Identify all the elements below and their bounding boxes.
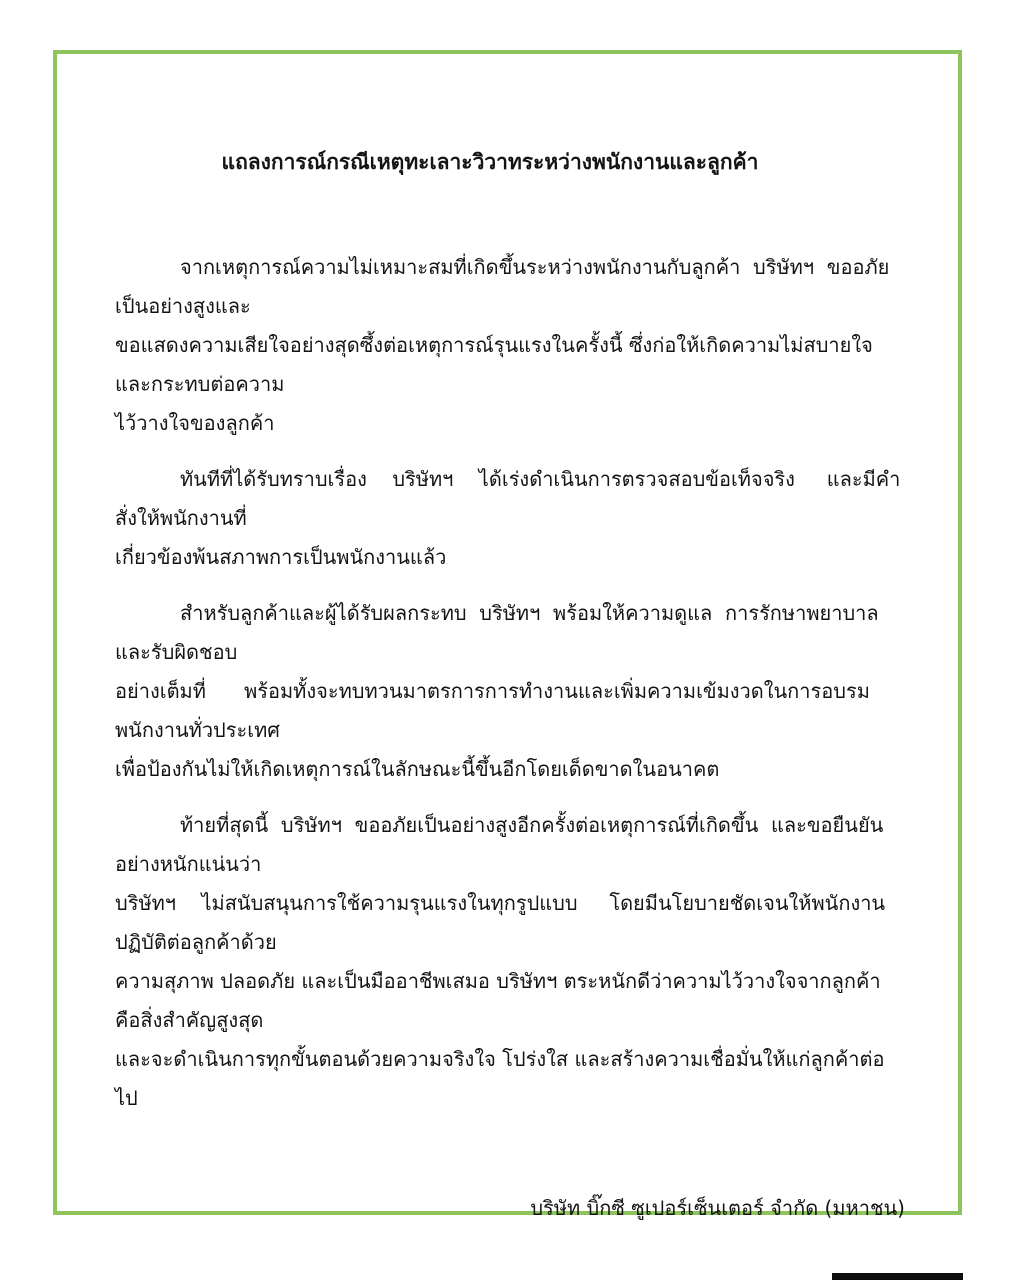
statement-content xyxy=(115,148,905,1223)
text-line: จากเหตุการณ์ความไม่เหมาะสมที่เกิดขึ้นระหว่างพนักงานกับลูกค้า บริษัทฯ ขออภัยเป็นอย่างสูงและ xyxy=(115,255,890,318)
text-line: และจะดำเนินการทุกขั้นตอนด้วยความจริงใจ โปร่งใส และสร้างความเชื่อมั่นให้แก่ลูกค้าต่อไป xyxy=(115,1047,885,1110)
paragraph-customer-care xyxy=(115,594,905,789)
text-line: เกี่ยวข้องพ้นสภาพการเป็นพนักงานแล้ว xyxy=(115,545,447,569)
cropped-black-bar xyxy=(832,1273,963,1280)
text-line: ท้ายที่สุดนี้ บริษัทฯ ขออภัยเป็นอย่างสูงอีกครั้งต่อเหตุการณ์ที่เกิดขึ้น และขอยืนยันอย่างหนักแน่นว่า xyxy=(115,813,884,876)
paragraph-closing xyxy=(115,806,905,1118)
text-line: ไว้วางใจของลูกค้า xyxy=(115,411,275,435)
company-signature: บริษัท บิ๊กซี ซูเปอร์เซ็นเตอร์ จำกัด (มหาชน) xyxy=(530,1196,905,1220)
paragraph-investigation xyxy=(115,460,905,577)
text-line: ความสุภาพ ปลอดภัย และเป็นมืออาชีพเสมอ บริษัทฯ ตระหนักดีว่าความไว้วางใจจากลูกค้าคือสิ่งสำคัญสูงสุด xyxy=(115,969,881,1032)
text-line: ขอแสดงความเสียใจอย่างสุดซึ้งต่อเหตุการณ์รุนแรงในครั้งนี้ ซึ่งก่อให้เกิดความไม่สบายใจและกระทบต่อความ xyxy=(115,333,873,396)
text-line: บริษัทฯ ไม่สนับสนุนการใช้ความรุนแรงในทุกรูปแบบ โดยมีนโยบายชัดเจนให้พนักงานปฏิบัติต่อลูกค้าด้วย xyxy=(115,891,886,954)
text-line: สำหรับลูกค้าและผู้ได้รับผลกระทบ บริษัทฯ พร้อมให้ความดูแล การรักษาพยาบาล และรับผิดชอบ xyxy=(115,601,892,664)
text-line: อย่างเต็มที่ พร้อมทั้งจะทบทวนมาตรการการทำงานและเพิ่มความเข้มงวดในการอบรมพนักงานทั่วประเทศ xyxy=(115,679,870,742)
statement-title: แถลงการณ์กรณีเหตุทะเลาะวิวาทระหว่างพนักงานและลูกค้า xyxy=(221,150,759,174)
paragraph-apology xyxy=(115,248,905,443)
text-line: เพื่อป้องกันไม่ให้เกิดเหตุการณ์ในลักษณะนี้ขึ้นอีกโดยเด็ดขาดในอนาคต xyxy=(115,757,720,781)
text-line: ทันทีที่ได้รับทราบเรื่อง บริษัทฯ ได้เร่งดำเนินการตรวจสอบข้อเท็จจริง และมีคำสั่งให้พนักงานที่ xyxy=(115,467,901,530)
